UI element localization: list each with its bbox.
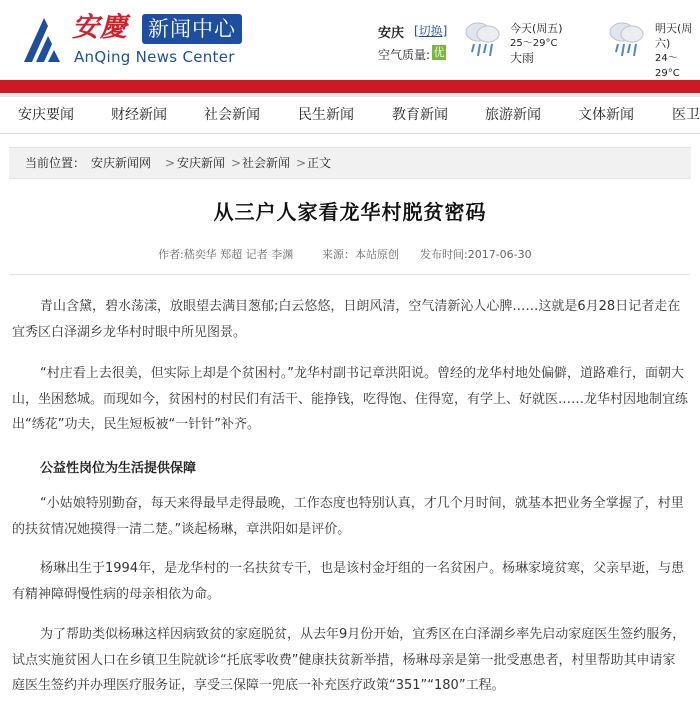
weather-today <box>510 21 563 66</box>
breadcrumb-prefix: 当前位置： <box>25 156 86 170</box>
weather-tomorrow-day: 明天(周六) <box>655 22 693 50</box>
weather-today-day: 今天(周五) <box>510 22 563 35</box>
rain-cloud-icon <box>604 16 648 60</box>
article-paragraph: 为了帮助类似杨琳这样因病致贫的家庭脱贫，从去年9月份开始，宜秀区在白泽湖乡率先启动家庭医生签约服务，试点实施贫困人口在乡镇卫生院就诊“托底零收费”健康扶贫新举措，杨琳母亲是第一批受惠患者，村里帮助其申请家庭医生签约并办理医疗服务证，享受三保障一兜底一补充医疗政策“351”“180”工程。 <box>12 627 686 693</box>
nav-item-livelihood[interactable]: 民生新闻 <box>298 107 354 123</box>
breadcrumb-separator: > <box>165 156 176 170</box>
article-paragraph: 杨琳出生于1994年，是龙华村的一名扶贫专干，也是该村金圩组的一名贫困户。杨琳家境贫寒，父亲早逝，与患有精神障碍慢性病的母亲相依为命。 <box>12 561 685 602</box>
article-source: 来源：本站原创 <box>322 248 399 261</box>
logo-english-text: AnQing News Center <box>74 48 235 66</box>
weather-city: 安庆 <box>378 26 405 41</box>
breadcrumb-separator: > <box>231 156 242 170</box>
logo-chinese-text: 安慶 <box>72 12 128 43</box>
article-divider <box>10 274 690 275</box>
main-nav <box>0 97 700 134</box>
site-header <box>0 0 700 80</box>
breadcrumb <box>9 147 691 179</box>
nav-item-education[interactable]: 教育新闻 <box>392 107 448 123</box>
article-paragraph: “小姑娘特别勤奋，每天来得最早走得最晚，工作态度也特别认真，才几个月时间，就基本把业务全掌握了，村里的扶贫情况她摸得一清二楚。”谈起杨琳，章洪阳如是评价。 <box>12 496 684 537</box>
breadcrumb-item-current: 正文 <box>307 156 332 170</box>
article-paragraph: “村庄看上去很美，但实际上却是个贫困村。”龙华村副书记章洪阳说。曾经的龙华村地处偏僻，道路难行，面朝大山，坐困愁城。而现如今，贫困村的村民们有活干、能挣钱，吃得饱、住得宽，有学上、好就医……龙华村因地制宜练出“绣花”功夫，民生短板被“一针针”补齐。 <box>12 366 689 432</box>
rain-cloud-icon <box>460 16 504 60</box>
breadcrumb-item-home[interactable]: 安庆新闻网 <box>91 156 152 170</box>
article-subheading: 公益性岗位为生活提供保障 <box>40 461 197 476</box>
nav-item-travel[interactable]: 旅游新闻 <box>485 107 541 123</box>
breadcrumb-item-anqing-news[interactable]: 安庆新闻 <box>177 156 226 170</box>
article-title: 从三户人家看龙华村脱贫密码 <box>213 200 487 224</box>
weather-tomorrow-temp: 24～29°C <box>655 53 680 79</box>
article-paragraph: 青山含黛，碧水荡漾，放眼望去满目葱郁;白云悠悠，日朗风清，空气清新沁人心脾……这就是6月28日记者走在宜秀区白泽湖乡龙华村时眼中所见图景。 <box>12 299 681 340</box>
nav-item-anqing-news[interactable]: 安庆要闻 <box>18 107 74 123</box>
breadcrumb-separator: > <box>296 156 307 170</box>
breadcrumb-item-society[interactable]: 社会新闻 <box>242 156 291 170</box>
logo-news-center: 新闻中心 <box>142 14 242 44</box>
header-red-band <box>0 80 700 93</box>
logo-icon[interactable] <box>22 16 66 64</box>
article-author: 作者:嵇奕华 郑超 记者 李渊 <box>158 248 294 261</box>
nav-item-society[interactable]: 社会新闻 <box>204 107 260 123</box>
nav-item-finance[interactable]: 财经新闻 <box>111 107 167 123</box>
weather-today-temp: 25～29°C <box>510 38 558 49</box>
weather-switch-link[interactable]: [切换] <box>414 24 448 38</box>
air-quality-label: 空气质量: <box>378 48 431 62</box>
nav-item-health[interactable]: 医卫 <box>672 107 700 123</box>
article-date: 发布时间:2017-06-30 <box>420 248 532 261</box>
nav-item-culture-sports[interactable]: 文体新闻 <box>578 107 634 123</box>
weather-today-condition: 大雨 <box>510 51 535 65</box>
air-quality-badge: 优 <box>433 46 445 59</box>
